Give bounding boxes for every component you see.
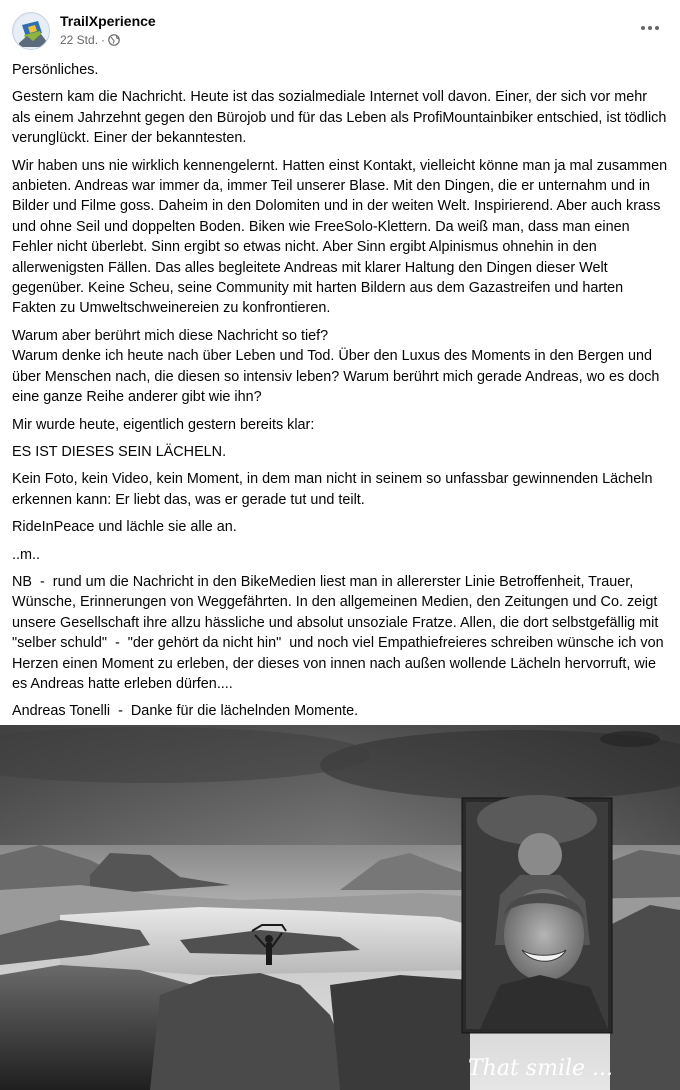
mountain-landscape-image [0,725,680,1090]
post-paragraph: Mir wurde heute, eigentlich gestern bereits klar: [12,416,315,433]
portrait-inset [462,795,612,1033]
post-paragraph: Gestern kam die Nachricht. Heute ist das sozialmediale Internet voll davon. Einer, der sich vor mehr als einem Jahrzehnt gegen den Bürojob und für das Leben als ProfiMountainbiker entschied, ist tödlich verunglückt. Einer der bekanntesten. [12,89,667,147]
more-options-icon[interactable] [640,18,660,38]
post-paragraph: RideInPeace und lächle sie alle an. [12,519,237,536]
post-photo[interactable] [0,725,680,1090]
post-paragraph: Persönliches. [12,62,99,78]
post-paragraph: Warum aber berührt mich diese Nachricht so tief? Warum denke ich heute nach über Leben und Tod. Über den Luxus des Moments in den Bergen und über Menschen nach, die diesen so intensiv leben? Warum berührt mich gerade Andreas, wo es doch eine ganze Reihe anderer gibt wie ihn? [12,327,660,406]
trailxperience-logo-icon [13,13,50,50]
post-text [12,60,668,729]
post-time[interactable]: 22 Std. [60,33,99,47]
post-paragraph: Andreas Tonelli - Danke für die lächelnden Momente. [12,703,359,720]
globe-icon [108,34,120,46]
page-avatar[interactable] [12,12,50,50]
post-paragraph: ES IST DIESES SEIN LÄCHELN. [12,443,227,460]
photo-caption: That smile ... [468,1056,614,1081]
post-paragraph: Kein Foto, kein Video, kein Moment, in dem man nicht in seinem so unfassbar gewinnenden Lächeln erkennen kann: Er liebt das, was er gerade tut und teilt. [12,471,653,508]
post-paragraph: NB - rund um die Nachricht in den BikeMedien liest man in allererster Linie Betroffenheit, Trauer, Wünsche, Erinnerungen von Weggefährten. In den allgemeinen Medien, den Zeitungen und Co. zeigt unsere Gesellschaft ihre allzu hässliche und absolut unsoziale Fratze. Allen, die dort selbstgefällig mit "selber schuld" - "der gehört da nicht hin" und noch viel Empathiefreieres schreiben wünsche ich von Herzen einen Moment zu erleben, der dieses von innen nach außen wollende Lächeln hervorruft, wie es Andreas hatte erleben dürfen.... [12,573,668,692]
post-meta [60,33,120,47]
post-paragraph: Wir haben uns nie wirklich kennengelernt. Hatten einst Kontakt, vielleicht könne man ja mal zusammen anbieten. Andreas war immer da, immer Teil unserer Blase. Mit den Dingen, die er unternahm und in Bilder und Filme goss. Daheim in den Dolomiten und in der weiten Welt. Inspirierend. Aber auch krass und ohne Seil und doppelten Boden. Biken wie FreeSolo-Klettern. Da weiß man, dass man einen Fehler nicht überlebt. Sinn ergibt so etwas nicht. Aber Sinn ergibt Alpinismus ohnehin in den allerwenigsten Fällen. Das alles begleitete Andreas mit klarer Haltung den Dingen dieser Welt gegenüber. Keine Scheu, seine Community mit harten Bildern aus dem Gazastreifen und harten Fakten zu Umweltschweinereien zu konfrontieren. [12,157,668,317]
post-paragraph: ..m.. [12,546,40,563]
post-header [0,0,680,60]
meta-separator: · [101,33,106,47]
page-name[interactable]: TrailXperience [60,13,156,29]
